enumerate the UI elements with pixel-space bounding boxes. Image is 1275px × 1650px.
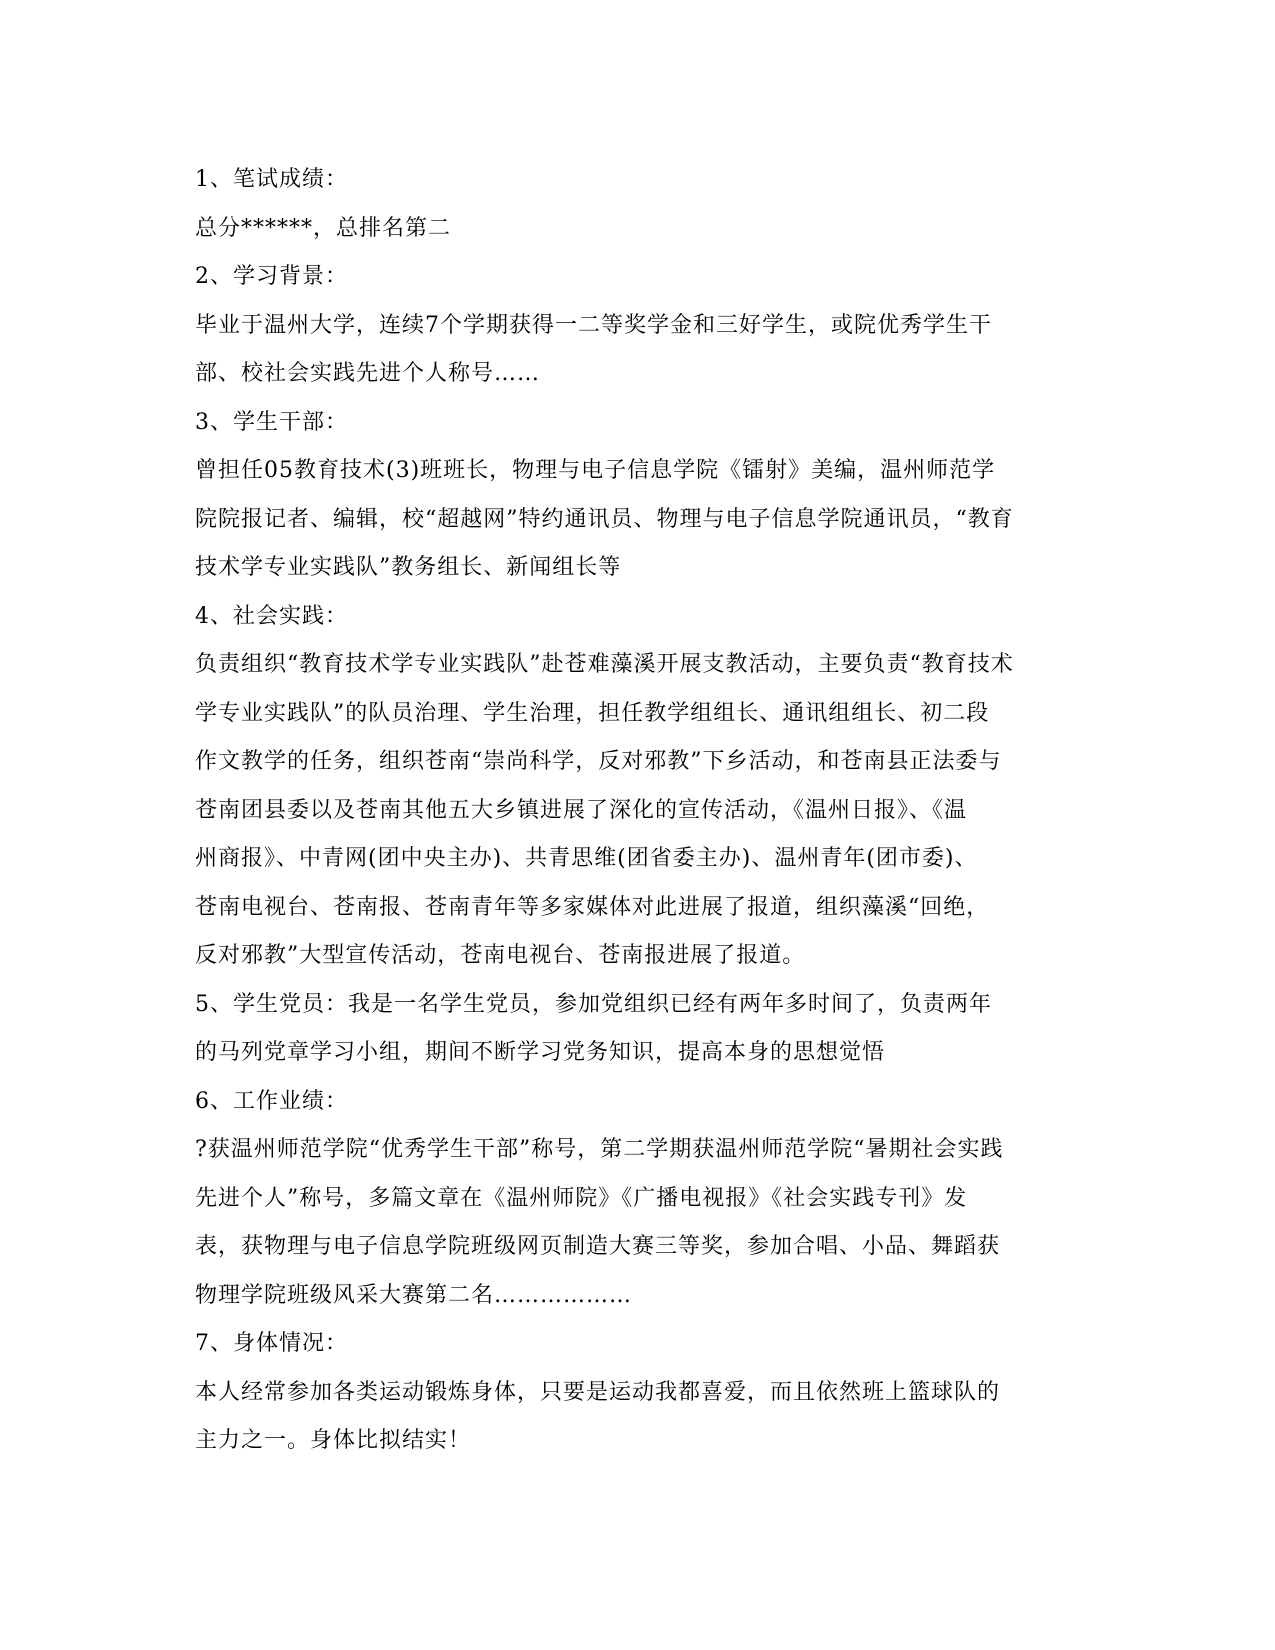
section-heading-study-background: 2、学习背景：: [195, 264, 348, 289]
section-heading-student-cadre: 3、学生干部：: [195, 409, 348, 435]
section-heading-physical-condition: 7、身体情况：: [195, 1331, 348, 1356]
paragraph-line: 院院报记者、编辑，校“超越网”特约通讯员、物理与电子信息学院通讯员，“教育: [195, 506, 1014, 532]
section-heading-social-practice: 4、社会实践：: [195, 603, 348, 629]
paragraph-line: ?获温州师范学院“优秀学生干部”称号，第二学期获温州师范学院“暑期社会实践: [195, 1137, 1004, 1162]
paragraph-line: 反对邪教”大型宣传活动，苍南电视台、苍南报进展了报道。: [195, 943, 806, 968]
document-body: [195, 156, 1075, 1466]
paragraph-line: 学专业实践队”的队员治理、学生治理，担任教学组组长、通讯组组长、初二段: [195, 700, 990, 726]
paragraph-line: 作文教学的任务，组织苍南“崇尚科学，反对邪教”下乡活动，和苍南县正法委与: [195, 749, 1002, 774]
paragraph-line: 本人经常参加各类运动锻炼身体，只要是运动我都喜爱，而且依然班上篮球队的: [195, 1379, 1001, 1405]
paragraph-line: 部、校社会实践先进个人称号……: [195, 361, 541, 386]
paragraph-line: 苍南电视台、苍南报、苍南青年等多家媒体对此进展了报道，组织藻溪“回绝，: [195, 894, 990, 920]
paragraph-line: 负责组织“教育技术学专业实践队”赴苍难藻溪开展支教活动，主要负责“教育技术: [195, 652, 1014, 677]
paragraph-line: 苍南团县委以及苍南其他五大乡镇进展了深化的宣传活动，《温州日报》、《温: [195, 797, 968, 823]
paragraph-line: 先进个人”称号，多篇文章在《温州师院》《广播电视报》《社会实践专刊》发: [195, 1185, 968, 1211]
section-heading-written-exam: 1、笔试成绩：: [195, 167, 348, 192]
paragraph-line: 技术学专业实践队”教务组长、新闻组长等: [195, 555, 622, 580]
paragraph-line: 主力之一。身体比拟结实！: [195, 1428, 472, 1453]
paragraph-line: 毕业于温州大学，连续7个学期获得一二等奖学金和三好学生，或院优秀学生干: [195, 312, 992, 338]
section-heading-party-member: 5、学生党员：我是一名学生党员，参加党组织已经有两年多时间了，负责两年: [195, 991, 992, 1017]
paragraph-line: 表，获物理与电子信息学院班级网页制造大赛三等奖，参加合唱、小品、舞蹈获: [195, 1234, 1001, 1259]
paragraph-line: 总分******，总排名第二: [195, 215, 452, 241]
paragraph-line: 的马列党章学习小组，期间不断学习党务知识，提高本身的思想觉悟: [195, 1040, 886, 1065]
paragraph-line: 州商报》、中青网(团中央主办)、共青思维(团省委主办)、温州青年(团市委)、: [195, 846, 978, 871]
paragraph-line: 曾担任05教育技术(3)班班长，物理与电子信息学院《镭射》美编，温州师范学: [195, 458, 996, 483]
paragraph-line: 物理学院班级风采大赛第二名………………: [195, 1282, 633, 1308]
section-heading-work-achievements: 6、工作业绩：: [195, 1088, 348, 1114]
